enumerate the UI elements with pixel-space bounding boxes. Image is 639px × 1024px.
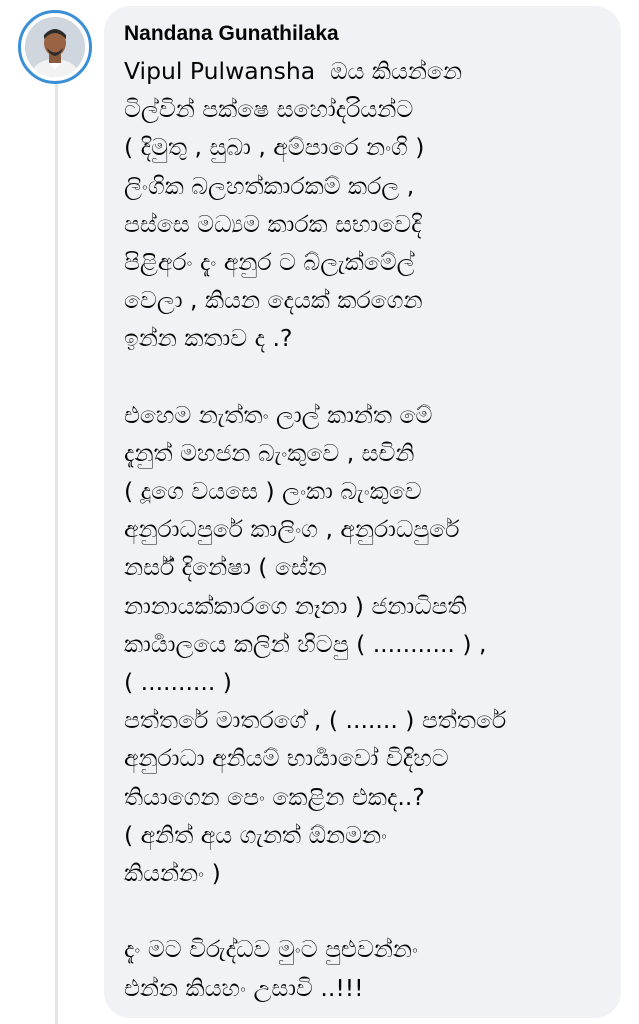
comment-line: එහෙම නැත්තං ලාල් කාන්ත මේ [124, 400, 433, 429]
mention-link[interactable]: Vipul Pulwansha [124, 57, 316, 85]
comment-line: ටිල්වින් පක්ෂෙ සහෝදරියන්ට [124, 95, 414, 124]
comment-line [124, 52, 605, 90]
comment-line: නානායක්කාරගෙ නෑනා ) ජනාධිපති [124, 591, 467, 620]
thread-connector-line [55, 80, 58, 1024]
comment-line: ලිංගික බලහත්කාරකම් කරල , [124, 171, 415, 200]
comment-line: ඉන්න කතාව ද .? [124, 324, 293, 353]
comment-line: අනුරාධා අනියම් භාර්‍යාවෝ විදිහට [124, 744, 449, 773]
comment-line-text: ඔය කියන්නෙ [330, 57, 463, 85]
comment-blank-line [124, 892, 605, 930]
comment-line: අනුරාධපුරේ කාලිංග , අනුරාධපුරේ [124, 515, 460, 544]
comment-body [124, 52, 605, 1007]
profile-photo-icon [25, 17, 85, 77]
comment-line: දැං මට විරුද්ධව මුංට පුළුවන්නං [124, 935, 418, 964]
comment-line: පස්සෙ මධ්‍යම කාරක සභාවෙදි [124, 209, 422, 238]
comment-line: එන්න කියහං උසාවි ..!!! [124, 973, 364, 1002]
avatar[interactable] [18, 10, 92, 84]
comment-bubble [104, 6, 621, 1018]
comment-author-name[interactable]: Nandana Gunathilaka [124, 22, 339, 45]
comment-line: පත්තරේ මාතරගේ , ( ....... ) පත්තරේ [124, 706, 507, 735]
comment-line: තියාගෙන පෙං කෙළින එකද..? [124, 782, 425, 811]
comment-line: කාර්‍යාලයෙ කලින් හිටපු ( ........... ) , [124, 629, 487, 658]
comment-line: කියන්නං ) [124, 858, 221, 887]
comment-line: නර්ස් දිනේෂා ( සේන [124, 553, 327, 582]
comment-line: පිළිඅරං දැං අනුර ට බ්ලැක්මේල් [124, 247, 415, 276]
comment-blank-line [124, 358, 605, 396]
comment-line: දැනුත් මහජන බැංකුවෙ , සචිනි [124, 438, 415, 467]
comment-line: ( අනිත් අය ගැනත් ඕනමනං [124, 820, 388, 849]
comment-line: ( .......... ) [124, 668, 232, 696]
comment-line: ( දූගෙ වයසෙ ) ලංකා බැංකුවෙ [124, 477, 422, 506]
comment-line: වෙලා , කියන දෙයක් කරගෙන [124, 286, 423, 315]
comment-line: ( දිමුතු , සුබා , අම්පාරෙ නංගි ) [124, 133, 425, 162]
